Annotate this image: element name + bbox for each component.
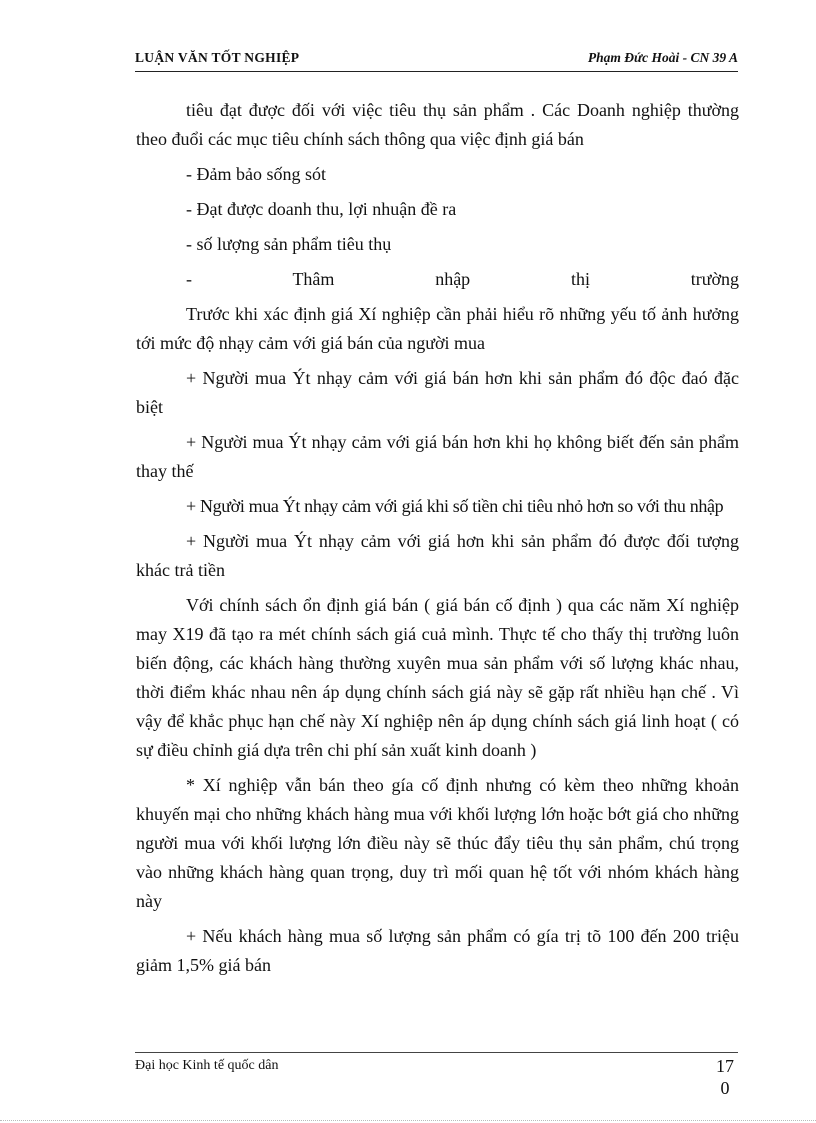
page-edge (0, 1120, 816, 1121)
paragraph: tiêu đạt được đối với việc tiêu thụ sản phẩm . Các Doanh nghiệp thường theo đuổi các mục tiêu chính sách thông qua việc định giá bán (136, 100, 739, 149)
footer-divider (135, 1052, 738, 1053)
list-item: - Đạt được doanh thu, lợi nhuận đề ra (186, 199, 457, 219)
paragraph: + Người mua Ýt nhạy cảm với giá bán hơn khi họ không biết đến sản phẩm thay thế (136, 432, 739, 481)
page-header (135, 50, 738, 72)
list-item: - số lượng sản phẩm tiêu thụ (186, 234, 392, 254)
paragraph: Với chính sách ổn định giá bán ( giá bán cố định ) qua các năm Xí nghiệp may X19 đã tạo ra mét chính sách giá cuả mình. Thực tế cho thấy thị trường luôn biến động, các khách hàng thường xuyên mua sản phẩm với số lượng khác nhau, thời điểm khác nhau nên áp dụng chính sách giá này sẽ gặp rất nhiều hạn chế . Vì vậy để khắc phục hạn chế này Xí nghiệp nên áp dụng chính sách giá linh hoạt ( có sự điều chỉnh giá dựa trên chi phí sản xuất kinh doanh ) (136, 595, 739, 760)
paragraph: + Nếu khách hàng mua số lượng sản phẩm có gía trị tõ 100 đến 200 triệu giảm 1,5% giá bán (136, 926, 739, 975)
paragraph: Trước khi xác định giá Xí nghiệp cần phải hiểu rõ những yếu tố ảnh hưởng tới mức độ nhạy cảm với giá bán của người mua (136, 304, 739, 353)
thesis-title: LUẬN VĂN TỐT NGHIỆP (135, 50, 300, 65)
paragraph: + Người mua Ýt nhạy cảm với giá hơn khi sản phẩm đó được đối tượng khác trả tiền (136, 531, 739, 580)
university-name: Đại học Kinh tế quốc dân (135, 1058, 279, 1073)
list-item: - Đảm bảo sống sót (186, 164, 326, 184)
paragraph: * Xí nghiệp vẫn bán theo gía cố định nhưng có kèm theo những khoản khuyến mại cho những khách hàng mua với khối lượng lớn hoặc bớt giá cho những người mua với khối lượng lớn điều này sẽ thúc đẩy tiêu thụ sản phẩm, chú trọng vào những khách hàng quan trọng, duy trì mối quan hệ tốt với nhóm khách hàng này (136, 775, 739, 911)
document-body (136, 96, 739, 986)
page-number: 170 (716, 1056, 734, 1098)
paragraph: + Người mua Ýt nhạy cảm với giá bán hơn khi sản phẩm đó độc đaó đặc biệt (136, 368, 739, 417)
paragraph: + Người mua Ýt nhạy cảm với giá khi số tiền chi tiêu nhỏ hơn so với thu nhập (186, 496, 724, 516)
list-item: - Thâm nhập thị trường (186, 269, 739, 289)
author-name: Phạm Đức Hoài - CN 39 A (587, 50, 738, 65)
